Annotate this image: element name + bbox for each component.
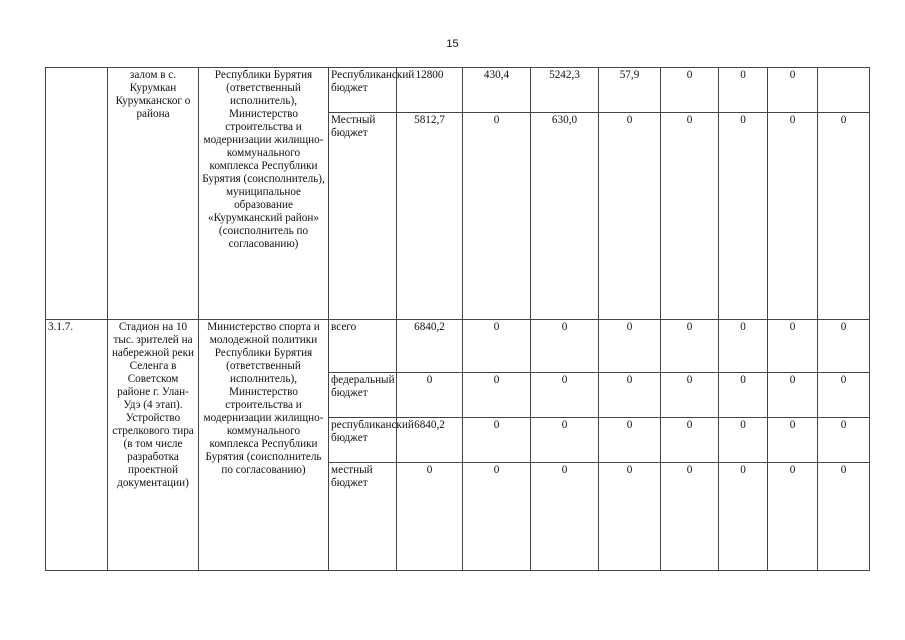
value-cell: 0 — [463, 463, 531, 571]
value-cell: 0 — [661, 373, 719, 418]
value-cell: 0 — [719, 68, 768, 113]
value-cell: 0 — [818, 373, 870, 418]
value-cell: 0 — [463, 373, 531, 418]
value-cell: 0 — [599, 418, 661, 463]
value-cell: 0 — [531, 320, 599, 373]
value-cell: 0 — [768, 463, 818, 571]
value-cell: 0 — [768, 68, 818, 113]
value-cell: 0 — [599, 113, 661, 320]
value-cell: 0 — [818, 320, 870, 373]
funding-source: местный бюджет — [329, 463, 397, 571]
value-cell: 0 — [531, 463, 599, 571]
executor: Министерство спорта и молодежной политики Республики Бурятия (ответственный исполнитель), Министерство строительства и модернизации жилищно-коммунального комплекса Республики Бурятия (соисполнитель по согласованию) — [199, 320, 329, 571]
value-cell: 0 — [463, 320, 531, 373]
funding-source: федеральный бюджет — [329, 373, 397, 418]
item-number — [46, 68, 108, 320]
value-cell: 0 — [719, 320, 768, 373]
value-cell — [818, 68, 870, 113]
object-name: залом в с. Курумкан Курумканског о района — [108, 68, 199, 320]
value-cell: 0 — [599, 320, 661, 373]
executor: Республики Бурятия (ответственный исполнитель), Министерство строительства и модернизации жилищно-коммунального комплекса Республики Бурятия (соисполнитель), муниципальное образование «Курумканский район» (соисполнитель по согласованию) — [199, 68, 329, 320]
value-cell: 5812,7 — [397, 113, 463, 320]
page-number: 15 — [446, 38, 459, 50]
value-cell: 0 — [661, 418, 719, 463]
funding-source: Республиканский бюджет — [329, 68, 397, 113]
value-cell: 430,4 — [463, 68, 531, 113]
value-cell: 57,9 — [599, 68, 661, 113]
object-name: Стадион на 10 тыс. зрителей на набережной реки Селенга в Советском районе г. Улан-Удэ (4 этап). Устройство стрелкового тира (в том числе разработка проектной документации) — [108, 320, 199, 571]
funding-source: всего — [329, 320, 397, 373]
budget-table — [45, 67, 870, 571]
value-cell: 0 — [397, 463, 463, 571]
value-cell: 0 — [768, 418, 818, 463]
value-cell: 0 — [661, 463, 719, 571]
value-cell: 0 — [661, 320, 719, 373]
value-cell: 0 — [661, 68, 719, 113]
funding-source: Местный бюджет — [329, 113, 397, 320]
value-cell: 0 — [768, 113, 818, 320]
table-row — [46, 320, 870, 373]
value-cell: 12800 — [397, 68, 463, 113]
value-cell: 0 — [531, 373, 599, 418]
value-cell: 0 — [818, 463, 870, 571]
value-cell: 0 — [719, 463, 768, 571]
value-cell: 0 — [397, 373, 463, 418]
value-cell: 630,0 — [531, 113, 599, 320]
value-cell: 0 — [768, 320, 818, 373]
value-cell: 0 — [719, 373, 768, 418]
value-cell: 0 — [531, 418, 599, 463]
value-cell: 0 — [599, 463, 661, 571]
value-cell: 0 — [818, 418, 870, 463]
value-cell: 0 — [768, 373, 818, 418]
value-cell: 5242,3 — [531, 68, 599, 113]
value-cell: 0 — [719, 113, 768, 320]
value-cell: 0 — [818, 113, 870, 320]
table-row — [46, 68, 870, 113]
value-cell: 0 — [463, 418, 531, 463]
value-cell: 0 — [661, 113, 719, 320]
value-cell: 0 — [463, 113, 531, 320]
funding-source: республиканский бюджет — [329, 418, 397, 463]
value-cell: 6840,2 — [397, 418, 463, 463]
value-cell: 0 — [719, 418, 768, 463]
item-number: 3.1.7. — [46, 320, 108, 571]
value-cell: 6840,2 — [397, 320, 463, 373]
value-cell: 0 — [599, 373, 661, 418]
